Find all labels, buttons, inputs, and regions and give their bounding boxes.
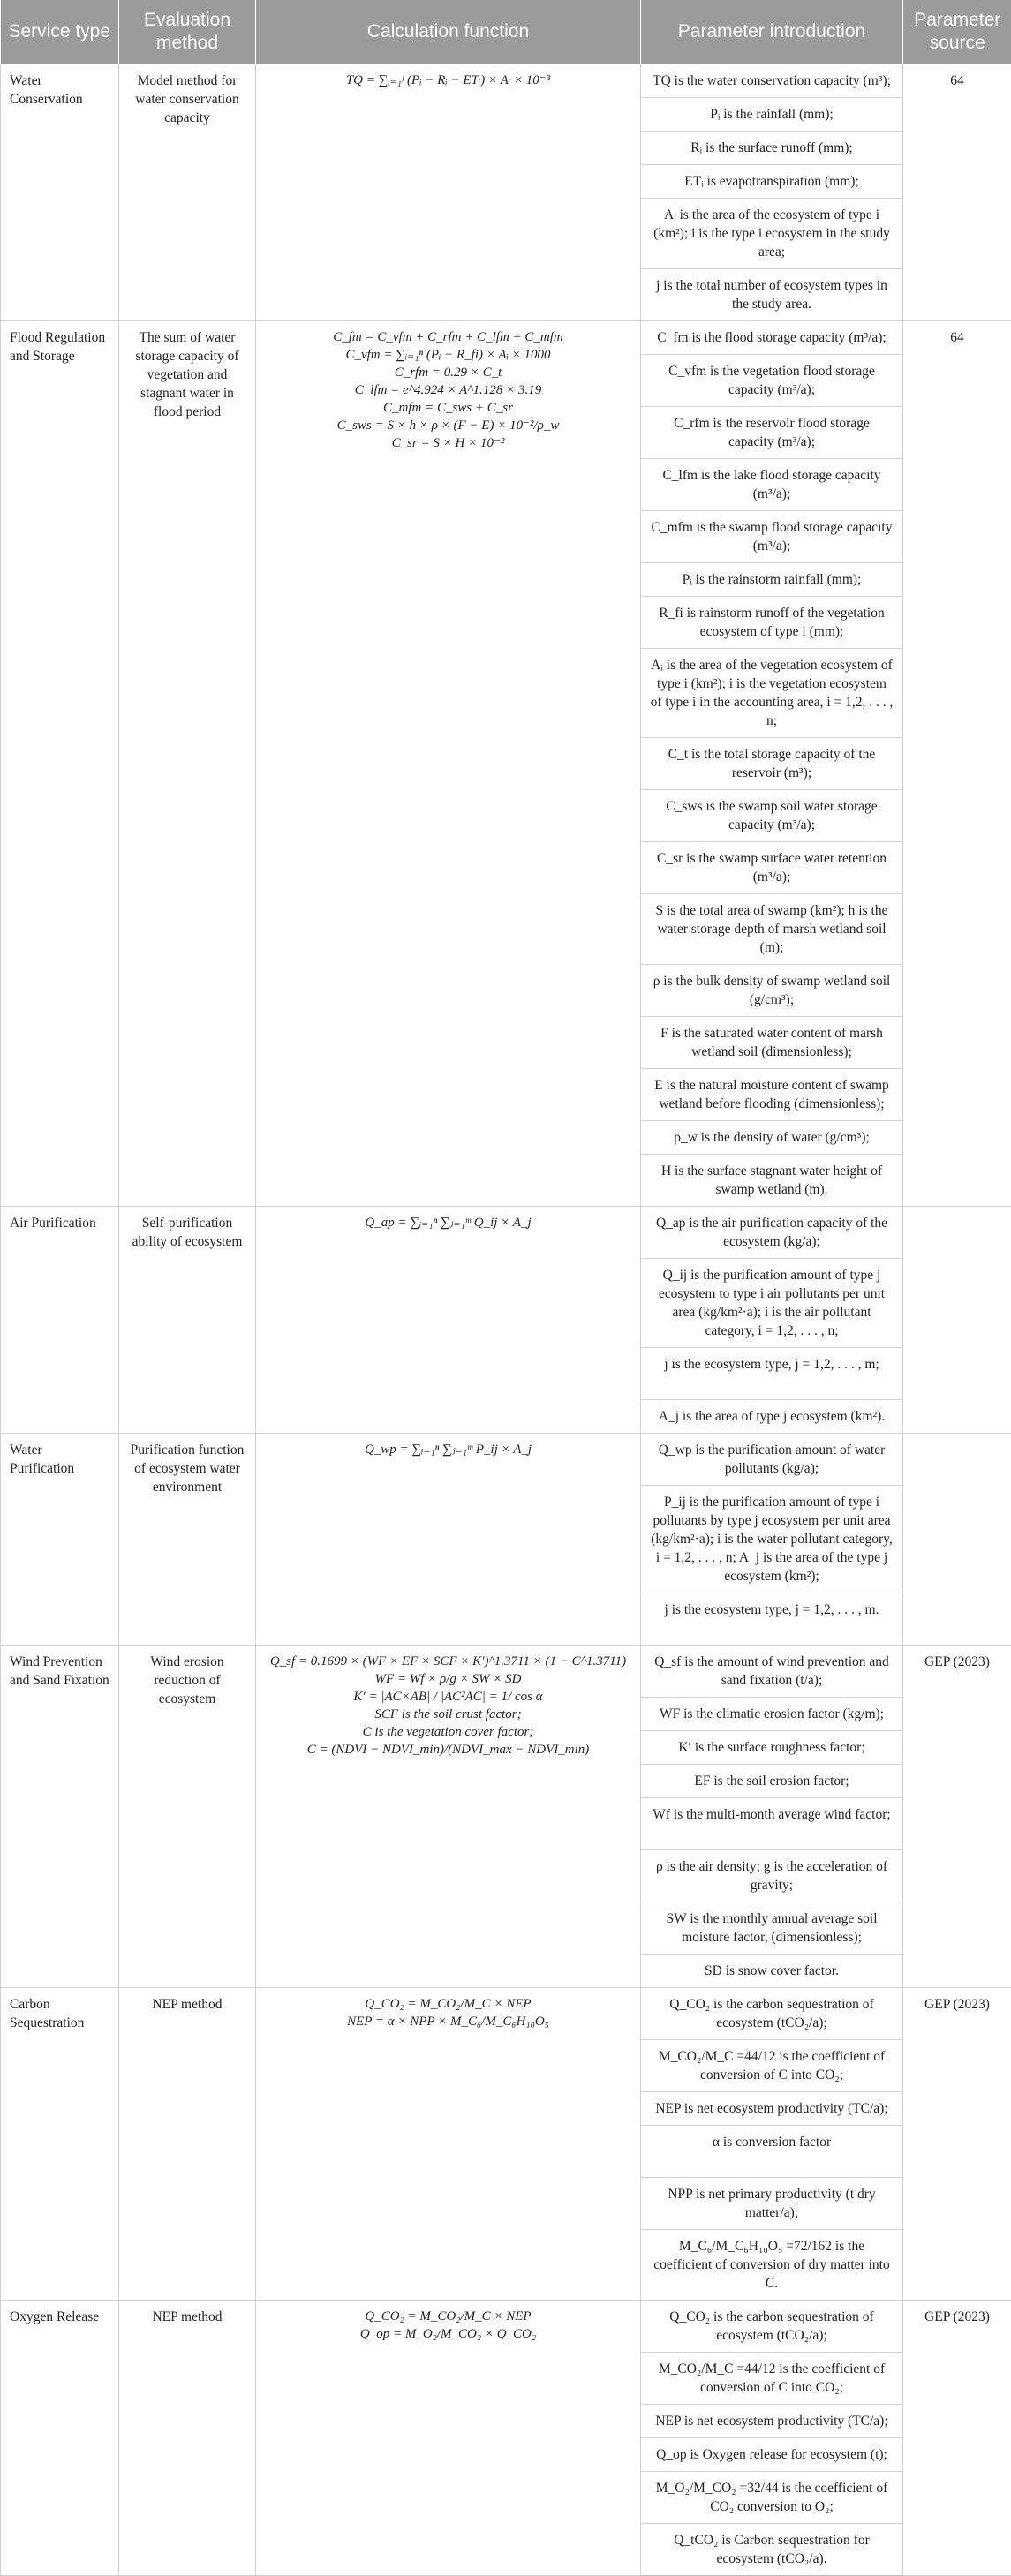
parameter-cell: Pᵢ is the rainstorm rainfall (mm); <box>641 563 903 597</box>
formula-line: C_fm = C_vfm + C_rfm + C_lfm + C_mfm <box>265 328 631 346</box>
formula-line: Q_op = M_O₂/M_CO₂ × Q_CO₂ <box>265 2325 631 2343</box>
parameter-cell: P_ij is the purification amount of type i pollutants by type j ecosystem per unit area (kg/km²·a); i is the water pollutant category, i = 1,2, . . . , n; A_j is the area of the type j ecosystem (km²); <box>641 1486 903 1593</box>
parameter-cell: M_CO₂/M_C =44/12 is the coefficient of conversion of C into CO₂; <box>641 2353 903 2405</box>
formula-line: C_lfm = e^4.924 × A^1.128 × 3.19 <box>265 381 631 399</box>
parameter-cell: ρ is the air density; g is the acceleration of gravity; <box>641 1850 903 1902</box>
parameter-cell: Pᵢ is the rainfall (mm); <box>641 98 903 132</box>
header-parameter-source: Parameter source <box>903 0 1011 64</box>
parameter-cell: α is conversion factor <box>641 2126 903 2178</box>
formula-line: C = (NDVI − NDVI_min)/(NDVI_max − NDVI_min) <box>265 1741 631 1759</box>
parameter-cell: H is the surface stagnant water height of swamp wetland (m). <box>641 1155 903 1207</box>
parameter-cell: K′ is the surface roughness factor; <box>641 1731 903 1765</box>
parameter-cell: NPP is net primary productivity (t dry matter/a); <box>641 2178 903 2230</box>
header-parameter-introduction: Parameter introduction <box>641 0 903 64</box>
calculation-function-cell <box>256 1646 641 1988</box>
evaluation-method-cell: NEP method <box>119 1988 256 2301</box>
formula-line: Q_sf = 0.1699 × (WF × EF × SCF × K′)^1.3711 × (1 − C^1.3711) <box>265 1653 631 1670</box>
formula-line: TQ = ∑ᵢ₌₁ʲ (Pᵢ − Rᵢ − ETᵢ) × Aᵢ × 10⁻³ <box>265 72 631 89</box>
parameter-cell: j is the total number of ecosystem types in the study area. <box>641 269 903 321</box>
calculation-function-cell <box>256 64 641 321</box>
parameter-cell: Q_sf is the amount of wind prevention and sand fixation (t/a); <box>641 1646 903 1698</box>
parameter-source-cell <box>903 1207 1011 1434</box>
calculation-function-cell <box>256 1434 641 1646</box>
parameter-source-cell: GEP (2023) <box>903 1988 1011 2301</box>
table-row <box>1 1988 1011 2040</box>
service-type-cell: Carbon Sequestration <box>1 1988 119 2301</box>
parameter-cell: C_sws is the swamp soil water storage capacity (m³/a); <box>641 790 903 842</box>
formula-line: NEP = α × NPP × M_C₆/M_C₆H₁₀O₅ <box>265 2013 631 2030</box>
parameter-cell: M_CO₂/M_C =44/12 is the coefficient of conversion of C into CO₂; <box>641 2040 903 2092</box>
evaluation-method-cell: Purification function of ecosystem water environment <box>119 1434 256 1646</box>
evaluation-method-cell: Model method for water conservation capacity <box>119 64 256 321</box>
parameter-cell: C_sr is the swamp surface water retention (m³/a); <box>641 842 903 894</box>
parameter-cell: NEP is net ecosystem productivity (TC/a); <box>641 2405 903 2438</box>
parameter-cell: ρ_w is the density of water (g/cm³); <box>641 1121 903 1155</box>
table-header <box>1 0 1011 64</box>
evaluation-method-cell: Wind erosion reduction of ecosystem <box>119 1646 256 1988</box>
parameter-source-cell <box>903 1434 1011 1646</box>
service-type-cell: Water Conservation <box>1 64 119 321</box>
formula-line: C_vfm = ∑ᵢ₌₁ⁿ (Pᵢ − R_fi) × Aᵢ × 1000 <box>265 346 631 364</box>
calculation-function-cell <box>256 2301 641 2576</box>
table-row <box>1 1646 1011 1698</box>
parameter-cell: E is the natural moisture content of swamp wetland before flooding (dimensionless); <box>641 1069 903 1121</box>
formula-line: C_sws = S × h × ρ × (F − E) × 10⁻²/ρ_w <box>265 417 631 434</box>
service-type-cell: Water Purification <box>1 1434 119 1646</box>
parameter-cell: Q_ap is the air purification capacity of the ecosystem (kg/a); <box>641 1207 903 1259</box>
parameter-cell: Rᵢ is the surface runoff (mm); <box>641 132 903 165</box>
evaluation-method-cell: The sum of water storage capacity of vegetation and stagnant water in flood period <box>119 321 256 1207</box>
parameter-cell: SW is the monthly annual average soil moisture factor, (dimensionless); <box>641 1902 903 1955</box>
parameter-cell: WF is the climatic erosion factor (kg/m); <box>641 1698 903 1731</box>
formula-line: WF = Wf × ρ/g × SW × SD <box>265 1670 631 1688</box>
header-service-type: Service type <box>1 0 119 64</box>
service-type-cell: Air Purification <box>1 1207 119 1434</box>
parameter-cell: EF is the soil erosion factor; <box>641 1765 903 1798</box>
parameter-cell: A_j is the area of type j ecosystem (km²). <box>641 1400 903 1434</box>
evaluation-method-cell: Self-purification ability of ecosystem <box>119 1207 256 1434</box>
parameter-cell: C_vfm is the vegetation flood storage capacity (m³/a); <box>641 355 903 407</box>
parameter-cell: Q_CO₂ is the carbon sequestration of ecosystem (tCO₂/a); <box>641 2301 903 2353</box>
parameter-cell: Wf is the multi-month average wind factor; <box>641 1798 903 1850</box>
calculation-function-cell <box>256 1207 641 1434</box>
table-body <box>1 64 1011 2576</box>
formula-line: Q_wp = ∑ᵢ₌₁ⁿ ∑ⱼ₌₁ᵐ P_ij × A_j <box>265 1441 631 1458</box>
parameter-cell: SD is snow cover factor. <box>641 1955 903 1988</box>
formula-line: Q_ap = ∑ᵢ₌₁ⁿ ∑ⱼ₌₁ᵐ Q_ij × A_j <box>265 1214 631 1232</box>
header-calculation-function: Calculation function <box>256 0 641 64</box>
parameter-cell: C_lfm is the lake flood storage capacity (m³/a); <box>641 459 903 511</box>
parameter-cell: Q_ij is the purification amount of type j ecosystem to type i air pollutants per unit area (kg/km²·a); i is the air pollutant category, i = 1,2, . . . , n; <box>641 1259 903 1348</box>
formula-line: Q_CO₂ = M_CO₂/M_C × NEP <box>265 1995 631 2013</box>
parameter-source-cell: 64 <box>903 64 1011 321</box>
parameter-cell: C_mfm is the swamp flood storage capacity (m³/a); <box>641 511 903 563</box>
table-row <box>1 1434 1011 1486</box>
calculation-function-cell <box>256 321 641 1207</box>
service-type-cell: Oxygen Release <box>1 2301 119 2576</box>
formula-line: SCF is the soil crust factor; <box>265 1706 631 1723</box>
parameter-cell: R_fi is rainstorm runoff of the vegetation ecosystem of type i (mm); <box>641 597 903 649</box>
table-row <box>1 64 1011 98</box>
parameter-cell: Q_tCO₂ is Carbon sequestration for ecosystem (tCO₂/a). <box>641 2524 903 2576</box>
formula-line: C_mfm = C_sws + C_sr <box>265 399 631 417</box>
parameter-cell: Aᵢ is the area of the vegetation ecosystem of type i (km²); i is the vegetation ecosystem of type i in the accounting area, i = 1,2, . . . , n; <box>641 649 903 738</box>
formula-line: K′ = |AC×AB| / |AC²AC| = 1/ cos α <box>265 1688 631 1706</box>
parameter-cell: TQ is the water conservation capacity (m³); <box>641 64 903 98</box>
parameter-cell: ρ is the bulk density of swamp wetland soil (g/cm³); <box>641 965 903 1017</box>
parameter-cell: Q_wp is the purification amount of water pollutants (kg/a); <box>641 1434 903 1486</box>
table-row <box>1 1207 1011 1259</box>
parameter-cell: NEP is net ecosystem productivity (TC/a); <box>641 2092 903 2126</box>
formula-line: Q_CO₂ = M_CO₂/M_C × NEP <box>265 2308 631 2325</box>
header-evaluation-method: Evaluation method <box>119 0 256 64</box>
parameter-cell: j is the ecosystem type, j = 1,2, . . . , m; <box>641 1348 903 1400</box>
evaluation-method-cell: NEP method <box>119 2301 256 2576</box>
parameter-cell: C_t is the total storage capacity of the reservoir (m³); <box>641 738 903 790</box>
parameter-cell: Q_op is Oxygen release for ecosystem (t); <box>641 2438 903 2472</box>
parameter-source-cell: 64 <box>903 321 1011 1207</box>
table-row <box>1 321 1011 355</box>
formula-line: C_rfm = 0.29 × C_t <box>265 364 631 381</box>
parameter-cell: M_C₆/M_C₆H₁₀O₅ =72/162 is the coefficient of conversion of dry matter into C. <box>641 2230 903 2301</box>
parameter-source-cell: GEP (2023) <box>903 2301 1011 2576</box>
table-row <box>1 2301 1011 2353</box>
parameter-cell: Aᵢ is the area of the ecosystem of type i (km²); i is the type i ecosystem in the study area; <box>641 199 903 269</box>
calculation-function-cell <box>256 1988 641 2301</box>
service-type-cell: Flood Regulation and Storage <box>1 321 119 1207</box>
formula-line: C_sr = S × H × 10⁻² <box>265 434 631 452</box>
service-type-cell: Wind Prevention and Sand Fixation <box>1 1646 119 1988</box>
parameter-cell: C_rfm is the reservoir flood storage capacity (m³/a); <box>641 407 903 459</box>
parameter-cell: M_O₂/M_CO₂ =32/44 is the coefficient of CO₂ conversion to O₂; <box>641 2472 903 2524</box>
parameter-cell: j is the ecosystem type, j = 1,2, . . . , m. <box>641 1593 903 1646</box>
parameter-cell: S is the total area of swamp (km²); h is the water storage depth of marsh wetland soil (m); <box>641 894 903 965</box>
parameter-cell: Q_CO₂ is the carbon sequestration of ecosystem (tCO₂/a); <box>641 1988 903 2040</box>
parameter-source-cell: GEP (2023) <box>903 1646 1011 1988</box>
parameter-cell: ETᵢ is evapotranspiration (mm); <box>641 165 903 199</box>
formula-line: C is the vegetation cover factor; <box>265 1723 631 1741</box>
parameter-cell: F is the saturated water content of marsh wetland soil (dimensionless); <box>641 1017 903 1069</box>
parameter-cell: C_fm is the flood storage capacity (m³/a); <box>641 321 903 355</box>
